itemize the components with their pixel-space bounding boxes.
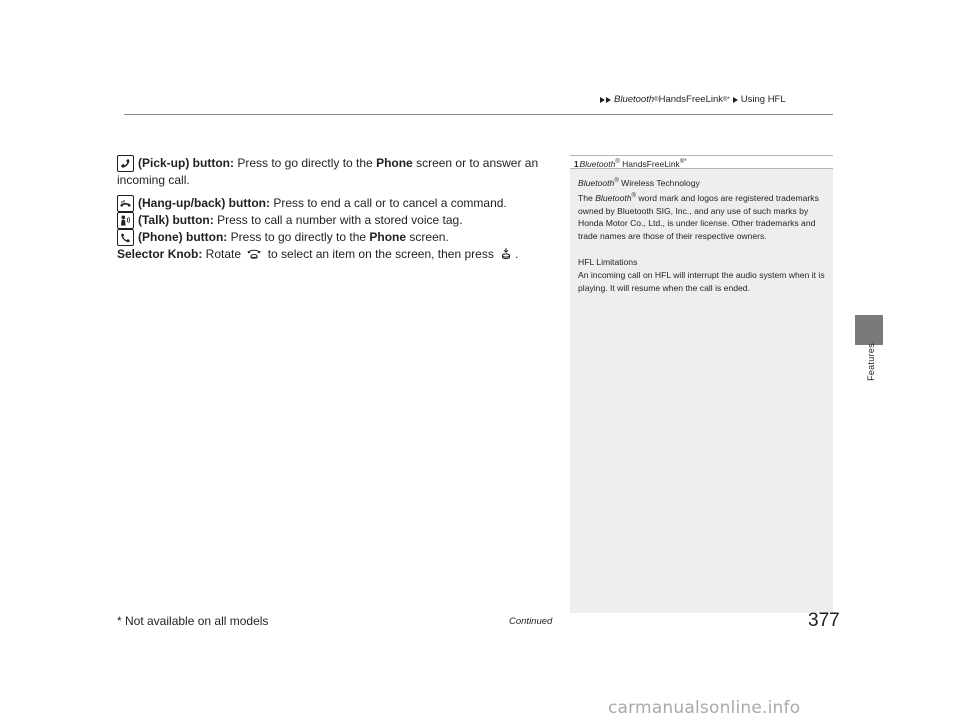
section-tab-label: Features (866, 343, 876, 381)
talk-icon (117, 212, 134, 229)
watermark: carmanualsonline.info (608, 698, 801, 718)
press-knob-icon (500, 247, 512, 266)
note-limitations-title: HFL Limitations (578, 257, 638, 268)
section-tab-marker (855, 315, 883, 345)
continued-label: Continued (509, 616, 553, 627)
note-title: 1Bluetooth® HandsFreeLink®* (574, 158, 687, 169)
hangup-entry: (Hang-up/back) button: Press to end a call or to cancel a command. (117, 195, 547, 212)
header-divider (124, 114, 833, 115)
page-number: 377 (808, 610, 840, 631)
note-panel (570, 155, 833, 613)
phone-icon (117, 229, 134, 246)
note-trademark-text: The Bluetooth® word mark and logos are registered trademarks owned by Bluetooth SIG, Inc., and any use of such marks by Honda Motor Co., Ltd., is under license. Other trademarks and trade names are those of their respective owners. (578, 192, 819, 242)
note-subtitle: Bluetooth® Wireless Technology (578, 177, 700, 188)
arrow-icon (606, 97, 611, 103)
arrow-icon (733, 97, 738, 103)
note-header (570, 155, 833, 169)
arrow-icon (600, 97, 605, 103)
breadcrumb-handsfreelink: HandsFreeLink (658, 94, 723, 105)
breadcrumb-bluetooth: Bluetooth (614, 94, 655, 105)
breadcrumb: Bluetooth ® HandsFreeLink ® * Using HFL (600, 94, 840, 105)
selector-entry: Selector Knob: Rotate to select an item on the screen, then press . (117, 246, 547, 266)
breadcrumb-using-hfl: Using HFL (740, 94, 786, 105)
footnote: * Not available on all models (117, 614, 269, 628)
note-body (578, 175, 828, 295)
main-content (117, 155, 547, 266)
talk-entry: (Talk) button: Press to call a number with a stored voice tag. (117, 212, 547, 229)
pickup-entry: (Pick-up) button: Press to go directly to the Phone screen or to answer an incoming call. (117, 156, 539, 187)
note-limitations-text: An incoming call on HFL will interrupt the audio system when it is playing. It will resume when the call is ended. (578, 270, 825, 294)
rotate-knob-icon (247, 247, 261, 266)
hangup-phone-icon (117, 195, 134, 212)
phone-entry: (Phone) button: Press to go directly to the Phone screen. (117, 229, 547, 246)
pickup-phone-icon (117, 155, 134, 172)
